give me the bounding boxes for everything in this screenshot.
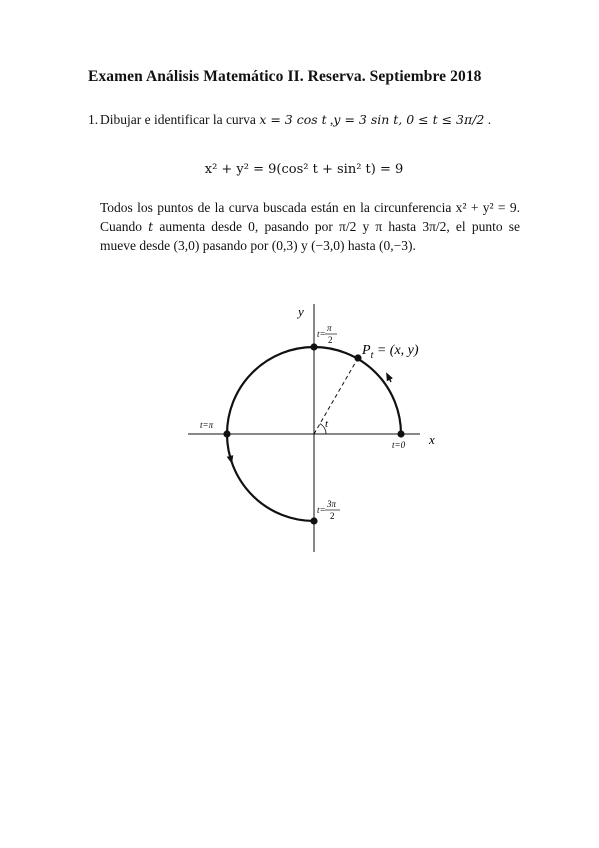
circle-figure <box>180 290 450 565</box>
curve-x: x = 3 cos t <box>259 112 327 127</box>
circle-diagram <box>180 290 450 560</box>
label-tpi2-prefix: t= <box>317 329 326 339</box>
label-t0: t=0 <box>392 440 406 450</box>
point-P-letter: P <box>362 343 371 358</box>
label-t3pi2-num: 3π <box>327 499 337 509</box>
point-t3pi2 <box>310 517 317 524</box>
direction-arrow-2 <box>229 452 231 460</box>
point-P <box>354 354 361 361</box>
point-P-eq: = (x, y) <box>373 343 419 358</box>
axis-x-label: x <box>429 432 435 447</box>
curve-range: , 0 ≤ t ≤ 3π/2 <box>398 112 485 127</box>
statement-text: Dibujar e identificar la curva <box>100 112 260 127</box>
label-t3pi2-prefix: t= <box>317 505 326 515</box>
exam-title: Examen Análisis Matemático II. Reserva. Septiembre 2018 <box>88 68 482 85</box>
statement-end: . <box>484 112 492 127</box>
paragraph-part-2: aumenta desde 0, pasando por π/2 y π hasta 3π/2, el punto se mueve desde (3,0) pasando por (0,3) y (−3,0) hasta (0,−3). <box>100 219 521 253</box>
point-P-label <box>361 343 419 361</box>
point-t0 <box>397 430 404 437</box>
paragraph-part-1: Todos los puntos de la curva buscada están en la circunferencia x² + y² = 9. Cuando <box>100 200 520 234</box>
radius-line <box>314 358 358 434</box>
point-tpi2 <box>310 343 317 350</box>
statement-sep: , <box>326 112 334 127</box>
solution-paragraph <box>100 198 520 255</box>
problem-statement <box>88 110 520 129</box>
paragraph-t-var: t <box>148 219 154 234</box>
direction-arrow-1 <box>388 376 391 382</box>
angle-t-label: t <box>325 418 329 430</box>
point-P-sub: t <box>370 350 374 361</box>
curve-y: y = 3 sin t <box>333 112 399 127</box>
problem-text <box>100 110 520 129</box>
point-tpi <box>223 430 230 437</box>
label-t3pi2-den: 2 <box>330 511 335 521</box>
axis-y-label: y <box>298 304 304 319</box>
label-tpi2-den: 2 <box>328 335 333 345</box>
main-equation: x² + y² = 9(cos² t + sin² t) = 9 <box>204 162 404 177</box>
label-tpi: t=π <box>200 420 214 430</box>
label-tpi2-num: π <box>327 323 332 333</box>
problem-number: 1. <box>88 112 99 127</box>
